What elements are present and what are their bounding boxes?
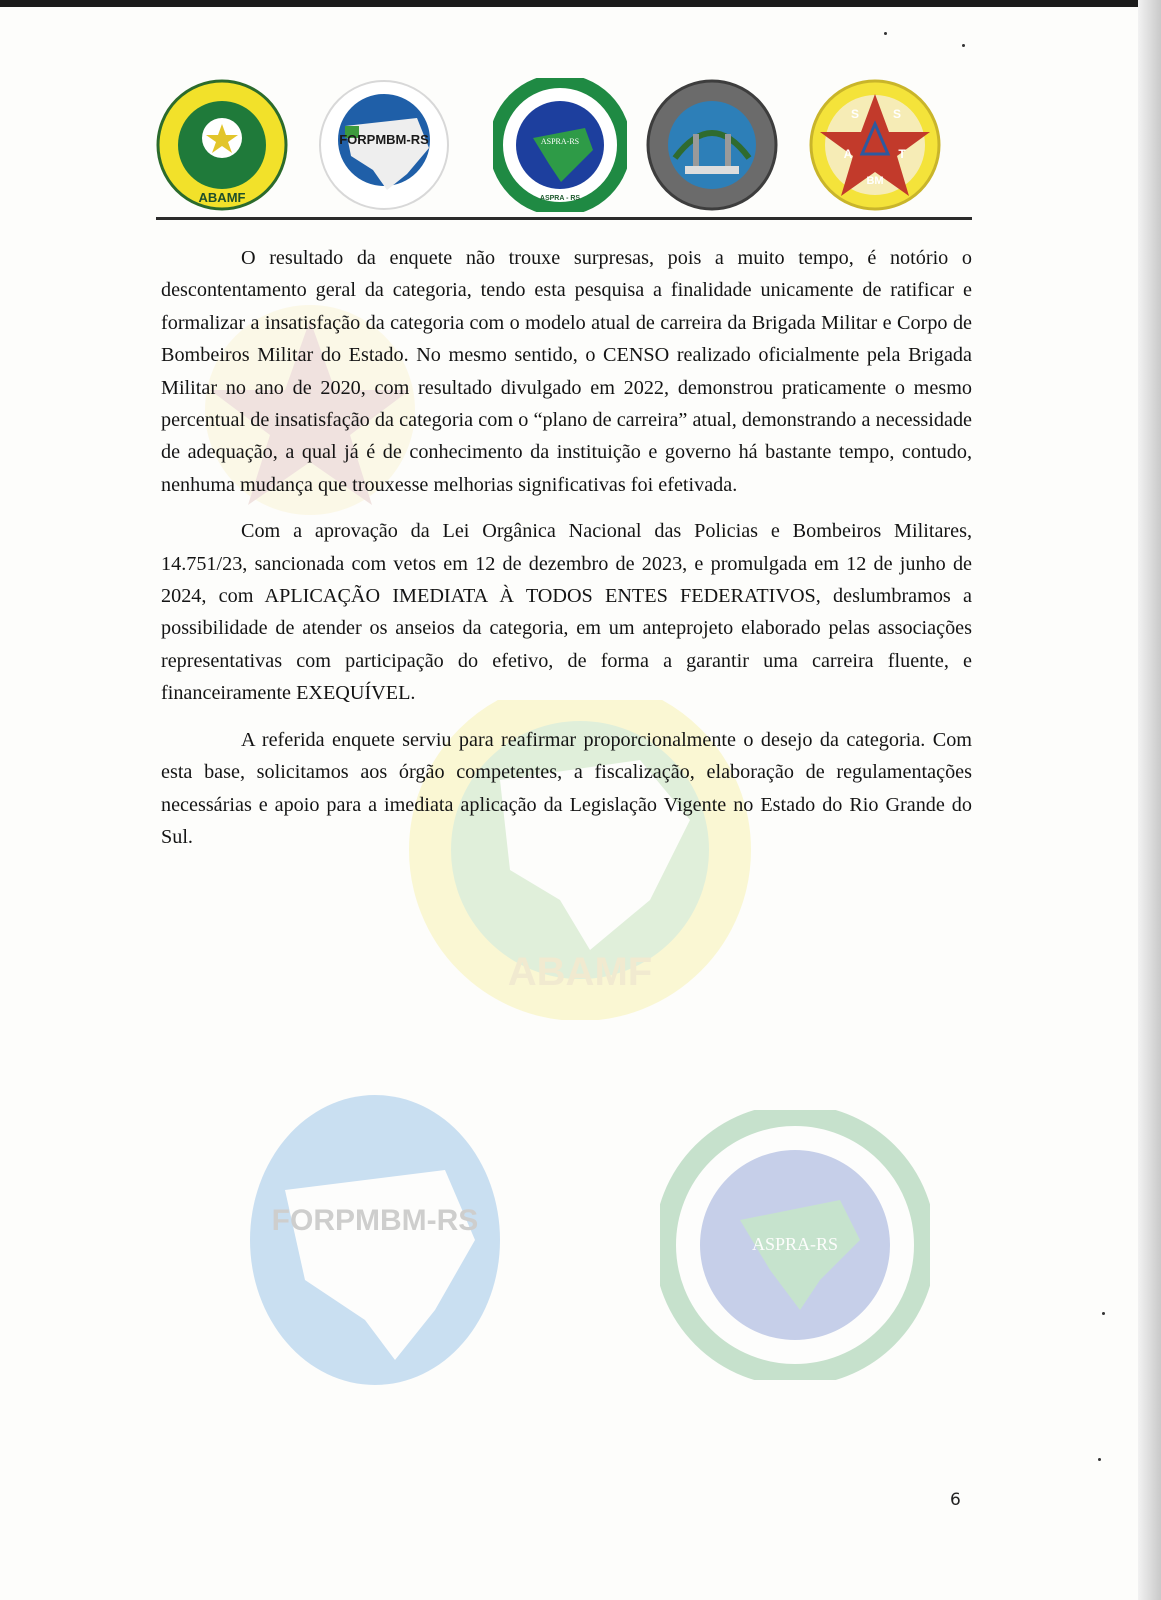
sargentos-logo-letter-4: T	[898, 147, 906, 161]
aspra-watermark	[660, 1110, 930, 1380]
watermark-center-label: ABAMF	[507, 950, 653, 994]
watermark-left-label: FORPMBM-RS	[271, 1204, 479, 1237]
forpmbm-watermark	[245, 1090, 505, 1390]
scan-speck	[884, 32, 887, 35]
sargentos-logo	[808, 78, 942, 212]
sargentos-logo-letter-2: S	[892, 107, 902, 121]
scan-speck	[962, 44, 965, 47]
scan-speck	[1102, 1312, 1105, 1315]
sargentos-logo-star-label: BM	[866, 175, 884, 187]
scan-speck	[1098, 1458, 1101, 1461]
sargentos-logo-letter-3: A	[843, 147, 853, 161]
header-rule	[156, 217, 972, 220]
oficiais-estaduais-logo	[645, 78, 779, 212]
sargentos-logo-letter-1: S	[850, 107, 860, 121]
forpmbm-logo	[317, 78, 451, 212]
watermark-right-label: ASPRA-RS	[751, 1234, 839, 1254]
aspra-logo	[493, 78, 627, 212]
aspra-logo-inner-label: ASPRA-RS	[540, 137, 580, 146]
header-logos	[155, 78, 965, 218]
forpmbm-logo-label: FORPMBM-RS	[339, 132, 429, 147]
paragraph-3: A referida enquete serviu para reafirmar proporcionalmente o desejo da categoria. Com esta base, solicitamos aos órgão competentes, a fiscalização, elaboração de regulamentações necessárias e apoio para a imediata aplicação da Legislação Vigente no Estado do Rio Grande do Sul.	[161, 728, 972, 848]
aspra-logo-label: ASPRA - RS	[539, 195, 581, 202]
abamf-logo	[155, 78, 289, 212]
paragraph-1: O resultado da enquete não trouxe surpresas, pois a muito tempo, é notório o descontentamento geral da categoria, tendo esta pesquisa a finalidade unicamente de ratificar e formalizar a insatisfação da categoria com o modelo atual de carreira da Brigada Militar e Corpo de Bombeiros Militar do Estado. No mesmo sentido, o CENSO realizado oficialmente pela Brigada Militar no ano de 2020, com resultado divulgado em 2022, demonstrou praticamente o mesmo percentual de insatisfação da categoria com o “plano de carreira” atual, demonstrando a necessidade de adequação, a qual já é de conhecimento da instituição e governo há bastante tempo, contudo, nenhuma mudança que trouxesse melhorias significativas foi efetivada.	[161, 247, 972, 496]
paragraph-2: Com a aprovação da Lei Orgânica Nacional das Policias e Bombeiros Militares, 14.751/23, sancionada com vetos em 12 de dezembro de 2023, e promulgada em 12 de junho de 2024, com APLICAÇÃO IMEDIATA À TODOS ENTES FEDERATIVOS, deslumbramos a possibilidade de atender os anseios da categoria, em um anteprojeto elaborado pelas associações representativas com participação do efetivo, de forma a garantir uma carreira fluente, e financeiramente EXEQUÍVEL.	[161, 520, 972, 705]
page-number: 6	[950, 1490, 961, 1510]
scan-edge-right	[1138, 0, 1161, 1600]
scan-edge-top	[0, 0, 1161, 7]
body-text	[161, 242, 972, 867]
abamf-logo-label: ABAMF	[198, 190, 246, 205]
